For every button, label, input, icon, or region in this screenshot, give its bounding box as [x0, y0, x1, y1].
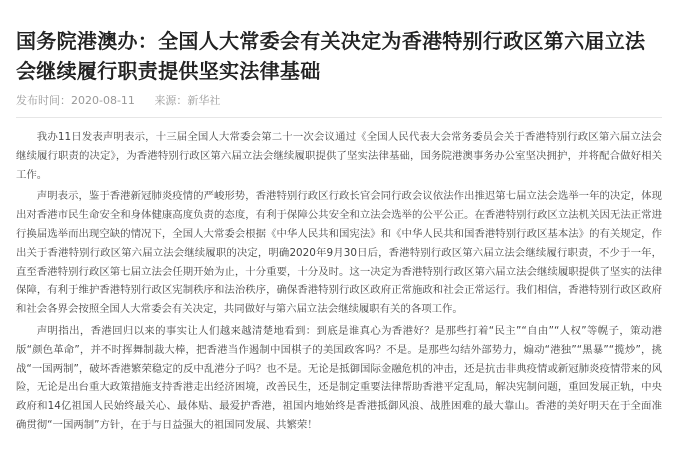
article-paragraph: 声明表示，鉴于香港新冠肺炎疫情的严峻形势，香港特别行政区行政长官会同行政会议依法作出推迟第七届立法会选举一年的决定，体现出对香港市民生命安全和身体健康高度负责的态度，有利于保障公共安全和立法会选举的公平公正。在香港特别行政区立法机关因无法正常进行换届选举而出现空缺的情况下，全国人大常委会根据《中华人民共和国宪法》和《中华人民共和国香港特别行政区基本法》的有关规定，作出关于香港特别行政区第六届立法会继续履职的决定，明确2020年9月30日后，香港特别行政区第六届立法会继续履行职责，不少于一年，直至香港特别行政区第七届立法会任期开始为止，十分重要，十分及时。这一决定为香港特别行政区第六届立法会继续履职提供了坚实的法律保障，有利于维护香港特别行政区宪制秩序和法治秩序，确保香港特别行政区政府正常施政和社会正常运行。我们相信，香港特别行政区政府和社会各界会按照全国人大常委会有关决定，共同做好与第六届立法会继续履职有关的各项工作。 — [16, 190, 662, 316]
article-paragraph: 声明指出，香港回归以来的事实让人们越来越清楚地看到：到底是谁真心为香港好？是那些打着“民主”“自由”“人权”等幌子，策动港版“颜色革命”，并不时挥舞制裁大棒，把香港当作遏制中国棋子的美国政客吗？不是。是那些勾结外部势力，煽动“港独”“黑暴”“揽炒”，挑战“一国两制”，破坏香港繁荣稳定的反中乱港分子吗？也不是。无论是抵御国际金融危机的冲击，还是抗击非典疫情或新冠肺炎疫情带来的风险，无论是出台重大政策措施支持香港走出经济困境，改善民生，还是制定重要法律帮助香港平定乱局，解决宪制问题，重回发展正轨，中央政府和14亿祖国人民始终最关心、最体贴、最爱护香港，祖国内地始终是香港抵御风浪、战胜困难的最大靠山。香港的美好明天在于全面准确贯彻“一国两制”方针，在于与日益强大的祖国同发展、共繁荣！ — [16, 324, 662, 431]
article-source: 来源：新华社 — [154, 94, 221, 107]
article-paragraph: 我办11日发表声明表示，十三届全国人大常委会第二十一次会议通过《全国人民代表大会常务委员会关于香港特别行政区第六届立法会继续履行职责的决定》，为香港特别行政区第六届立法会继续履职提供了坚实法律基础，国务院港澳事务办公室坚决拥护，并将配合做好相关工作。 — [16, 131, 662, 181]
article-meta — [16, 94, 662, 108]
divider — [16, 117, 662, 118]
publish-time: 发布时间：2020-08-11 — [16, 94, 135, 107]
article-body — [16, 128, 662, 435]
article-title: 国务院港澳办：全国人大常委会有关决定为香港特别行政区第六届立法会继续履行职责提供坚实法律基础 — [16, 29, 646, 83]
